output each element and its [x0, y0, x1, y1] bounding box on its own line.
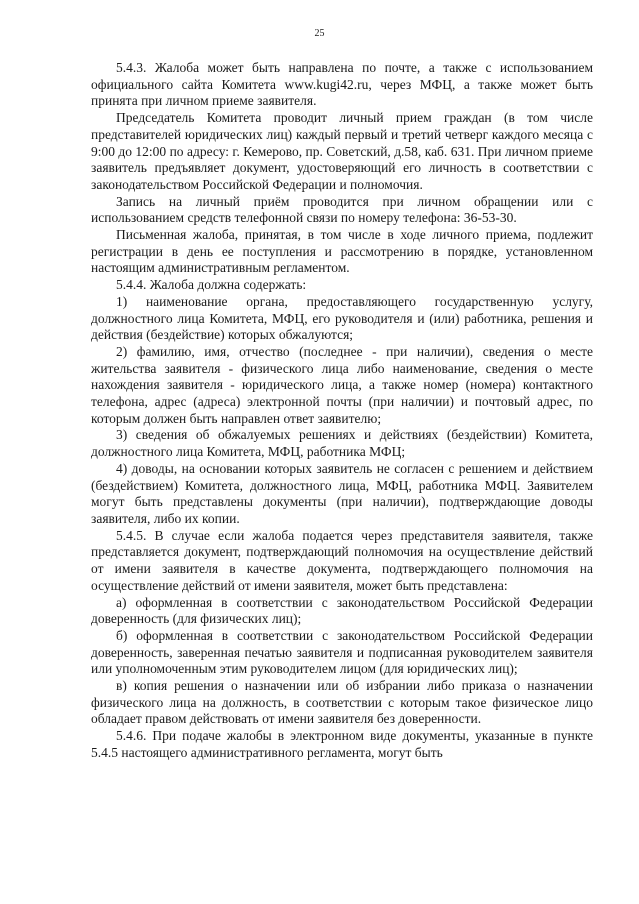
list-item-3: 3) сведения об обжалуемых решениях и действиях (бездействии) Комитета, должностного лица Комитета, МФЦ, работника МФЦ;	[91, 427, 593, 460]
list-item-2: 2) фамилию, имя, отчество (последнее - при наличии), сведения о месте жительства заявителя - физического лица либо наименование, сведения о месте нахождения заявителя - юридического лица, а также номер (номера) контактного телефона, адрес (адреса) электронной почты (при наличии) и почтовый адрес, по которым должен быть направлен ответ заявителю;	[91, 343, 593, 426]
paragraph-5-4-5: 5.4.5. В случае если жалоба подается через представителя заявителя, также представляется документ, подтверждающий полномочия на осуществление действий от имени заявителя в качестве документа, подтверждающего полномочия на осуществление действий от имени заявителя, может быть представлена:	[91, 527, 593, 593]
list-item-v: в) копия решения о назначении или об избрании либо приказа о назначении физического лица на должность, в соответствии с которым такое физическое лицо обладает правом действовать от имени заявителя без доверенности.	[91, 678, 593, 727]
paragraph-appointment: Запись на личный приём проводится при личном обращении или с использованием средств телефонной связи по номеру телефона: 36-53-30.	[91, 193, 593, 226]
paragraph-5-4-3: 5.4.3. Жалоба может быть направлена по почте, а также с использованием официального сайта Комитета www.kugi42.ru, через МФЦ, а также может быть принята при личном приеме заявителя.	[91, 60, 593, 109]
paragraph-5-4-6: 5.4.6. При подаче жалобы в электронном виде документы, указанные в пункте 5.4.5 настоящего административного регламента, могут быть	[91, 728, 593, 760]
list-item-1: 1) наименование органа, предоставляющего государственную услугу, должностного лица Комитета, МФЦ, его руководителя и (или) работника, решения и действия (бездействие) которых обжалуются;	[91, 293, 593, 343]
list-item-b: б) оформленная в соответствии с законодательством Российской Федерации доверенность, заверенная печатью заявителя и подписанная руководителем заявителя или уполномоченным этим руководителем лицом (для юридических лиц);	[91, 627, 593, 677]
document-body	[91, 60, 593, 762]
paragraph-reception-schedule: Председатель Комитета проводит личный прием граждан (в том числе представителей юридических лиц) каждый первый и третий четверг каждого месяца с 9:00 до 12:00 по адресу: г. Кемерово, пр. Советский, д.58, каб. 631. При личном приеме заявитель предъявляет документ, удостоверяющий его личность в соответствии с законодательством Российской Федерации и полномочия.	[91, 110, 593, 192]
paragraph-5-4-4: 5.4.4. Жалоба должна содержать:	[116, 277, 307, 293]
page-number: 25	[314, 28, 325, 39]
list-item-a: а) оформленная в соответствии с законодательством Российской Федерации доверенность (для физических лиц);	[91, 594, 593, 627]
list-item-4: 4) доводы, на основании которых заявитель не согласен с решением и действием (бездействием) Комитета, должностного лица, МФЦ, работника МФЦ. Заявителем могут быть представлены документы (при наличии), подтверждающие доводы заявителя, либо их копии.	[91, 460, 593, 526]
paragraph-written-complaint: Письменная жалоба, принятая, в том числе в ходе личного приема, подлежит регистрации в день ее поступления и рассмотрению в порядке, установленном настоящим административным регламентом.	[91, 227, 593, 276]
